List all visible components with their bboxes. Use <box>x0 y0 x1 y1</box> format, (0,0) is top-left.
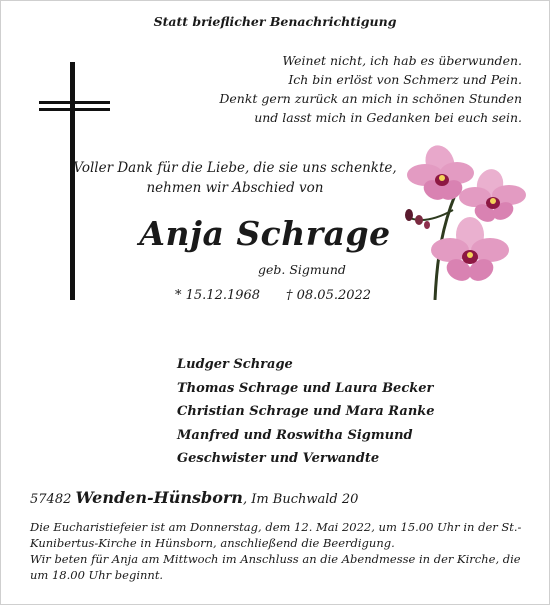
mourners-list <box>177 353 435 471</box>
thanks-line: nehmen wir Abschied von <box>146 180 324 196</box>
mourner-item: Geschwister und Verwandte <box>177 451 380 466</box>
poem <box>219 51 522 127</box>
address-city: Wenden-Hünsborn <box>75 488 243 507</box>
cross-beam-bottom <box>39 108 110 111</box>
orchid-flower-icon <box>395 135 535 300</box>
address <box>30 488 358 507</box>
address-zip: 57482 <box>30 492 72 507</box>
thanks-text <box>60 158 410 198</box>
cross-beam-top <box>39 101 110 104</box>
notice-paragraph: Wir beten für Anja am Mittwoch im Anschluss an die Abendmesse in der Kirche, die um 18.00 Uhr beginnt. <box>30 552 521 582</box>
mourner-item: Christian Schrage und Mara Ranke <box>177 404 435 419</box>
address-street: , Im Buchwald 20 <box>242 492 359 507</box>
header-title: Statt brieflicher Benachrichtigung <box>153 14 397 29</box>
birth-date: * 15.12.1968 <box>175 288 261 303</box>
mourner-item: Ludger Schrage <box>177 357 293 372</box>
mourner-item: Thomas Schrage und Laura Becker <box>177 380 434 396</box>
service-notice <box>30 519 540 583</box>
deceased-name: Anja Schrage <box>139 214 391 253</box>
poem-line: Weinet nicht, ich hab es überwunden. <box>282 53 522 68</box>
poem-line: Denkt gern zurück an mich in schönen Stunden <box>219 91 522 106</box>
mourner-item: Manfred und Roswitha Sigmund <box>177 427 413 443</box>
poem-line: und lasst mich in Gedanken bei euch sein. <box>254 110 522 125</box>
thanks-line: Voller Dank für die Liebe, die sie uns schenkte, <box>73 160 397 176</box>
death-date: † 08.05.2022 <box>286 288 372 303</box>
maiden-name: geb. Sigmund <box>258 262 346 277</box>
poem-line: Ich bin erlöst von Schmerz und Pein. <box>288 72 522 87</box>
notice-paragraph: Die Eucharistiefeier ist am Donnerstag, dem 12. Mai 2022, um 15.00 Uhr in der St.-Kunibertus-Kirche in Hünsborn, anschließend die Beerdigung. <box>30 520 522 550</box>
